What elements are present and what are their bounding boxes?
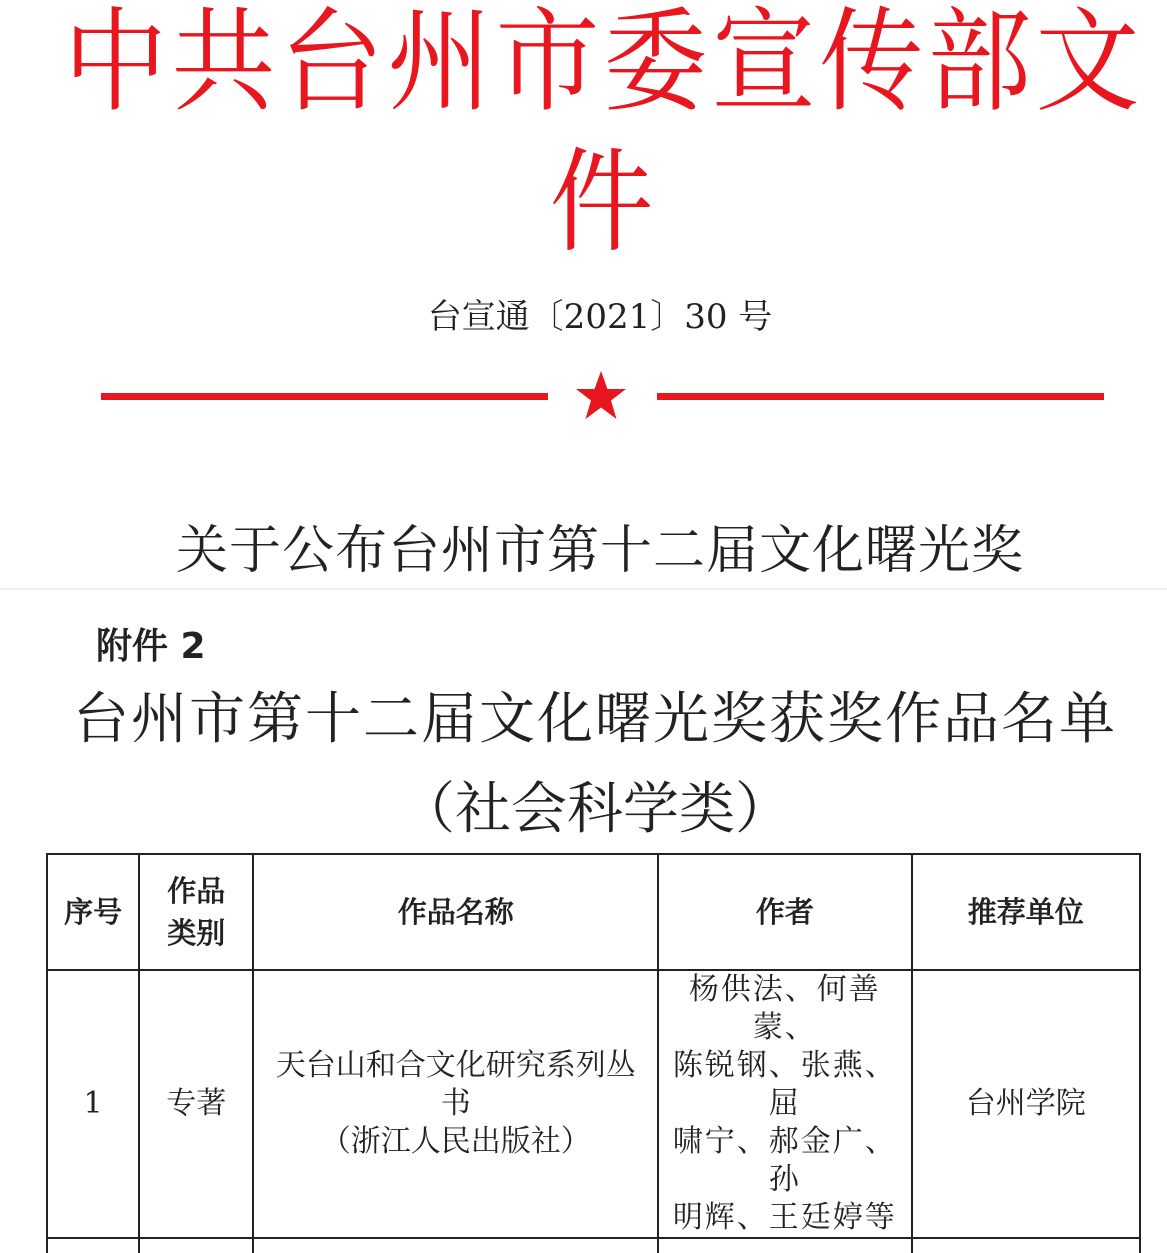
cell-author-line3: 啸宁、郝金广、孙 bbox=[672, 1124, 897, 1197]
cell-name-line2: （浙江人民出版社） bbox=[320, 1124, 591, 1159]
table-header-row bbox=[47, 854, 1140, 970]
table-row-partial bbox=[47, 1238, 1140, 1253]
list-subtitle: （社会科学类） bbox=[399, 777, 791, 842]
awards-table bbox=[46, 853, 1141, 1253]
cell-author bbox=[658, 970, 911, 1238]
star-icon bbox=[573, 368, 629, 424]
red-rule-right bbox=[657, 393, 1104, 400]
red-rule-left bbox=[101, 393, 548, 400]
header-category-line2: 类别 bbox=[167, 916, 226, 950]
header-name: 作品名称 bbox=[253, 854, 658, 970]
header-category bbox=[139, 854, 253, 970]
cell-name bbox=[253, 970, 658, 1238]
header-index: 序号 bbox=[47, 854, 139, 970]
cell-author-line2: 陈锐钢、张燕、屈 bbox=[672, 1048, 897, 1121]
cell-partial-1 bbox=[47, 1238, 139, 1253]
list-title: 台州市第十二届文化曙光奖获奖作品名单 bbox=[73, 687, 1117, 752]
page-divider bbox=[0, 588, 1167, 590]
cell-author-line4: 明辉、王廷婷等 bbox=[672, 1200, 897, 1235]
cell-partial-4 bbox=[658, 1238, 911, 1253]
table-row bbox=[47, 970, 1140, 1238]
cell-name-line1: 天台山和合文化研究系列丛书 bbox=[275, 1048, 636, 1121]
cell-category: 专著 bbox=[139, 970, 253, 1238]
cell-recommender: 台州学院 bbox=[912, 970, 1140, 1238]
notice-title: 关于公布台州市第十二届文化曙光奖 bbox=[175, 521, 1024, 581]
cell-author-line1: 杨供法、何善蒙、 bbox=[688, 972, 881, 1045]
cell-partial-5 bbox=[912, 1238, 1140, 1253]
cell-partial-2 bbox=[139, 1238, 253, 1253]
document-number: 台宣通〔2021〕30 号 bbox=[427, 297, 773, 337]
header-category-line1: 作品 bbox=[167, 874, 226, 908]
document-header-title: 中共台州市委宣传部文件 bbox=[63, 0, 1144, 269]
header-recommender: 推荐单位 bbox=[912, 854, 1140, 970]
header-author: 作者 bbox=[658, 854, 911, 970]
cell-index: 1 bbox=[47, 970, 139, 1238]
attachment-label: 附件 2 bbox=[96, 626, 206, 667]
cell-partial-3 bbox=[253, 1238, 658, 1253]
